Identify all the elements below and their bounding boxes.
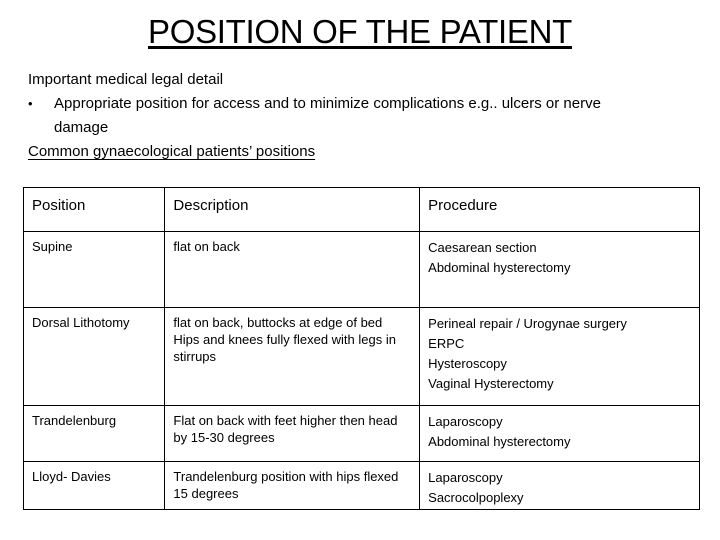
table-row — [24, 462, 700, 510]
procedure-item: Sacrocolpoplexy — [428, 490, 524, 505]
cell-description: flat on back, buttocks at edge of bed Hips and knees fully flexed with legs in stirrups — [165, 308, 420, 406]
table-row — [24, 232, 700, 308]
bullet-icon: • — [28, 96, 33, 111]
procedure-item: Caesarean section — [428, 240, 537, 255]
page-title: POSITION OF THE PATIENT — [148, 13, 572, 50]
header-position: Position — [24, 188, 165, 232]
bullet-text: Appropriate position for access and to minimize complications e.g.. ulcers or nerve — [54, 95, 601, 112]
header-description: Description — [165, 188, 420, 232]
table-header-row — [24, 188, 700, 232]
cell-description: flat on back — [165, 232, 420, 308]
cell-procedure — [420, 308, 700, 406]
cell-description: Flat on back with feet higher then head by 15-30 degrees — [165, 406, 420, 462]
procedure-item: Laparoscopy — [428, 414, 503, 429]
header-procedure: Procedure — [420, 188, 700, 232]
intro-section — [28, 68, 698, 164]
cell-procedure — [420, 232, 700, 308]
procedure-item: Hysteroscopy — [428, 356, 507, 371]
intro-line: Important medical legal detail — [28, 71, 224, 88]
procedure-item: ERPC — [428, 336, 465, 351]
bullet-item — [28, 92, 698, 116]
bullet-continuation: damage — [54, 119, 109, 136]
cell-position: Lloyd- Davies — [24, 462, 165, 510]
cell-procedure — [420, 406, 700, 462]
cell-position: Dorsal Lithotomy — [24, 308, 165, 406]
procedure-item: Perineal repair / Urogynae surgery — [428, 316, 627, 331]
cell-position: Trandelenburg — [24, 406, 165, 462]
table-row — [24, 406, 700, 462]
procedure-item: Abdominal hysterectomy — [428, 434, 571, 449]
procedure-item: Abdominal hysterectomy — [428, 260, 571, 275]
table-row — [24, 308, 700, 406]
cell-procedure — [420, 462, 700, 510]
cell-position: Supine — [24, 232, 165, 308]
procedure-item: Vaginal Hysterectomy — [428, 376, 554, 391]
cell-description: Trandelenburg position with hips flexed 15 degrees — [165, 462, 420, 510]
table-subheading: Common gynaecological patients’ positions — [28, 143, 316, 160]
procedure-item: Laparoscopy — [428, 470, 503, 485]
positions-table — [23, 187, 700, 510]
